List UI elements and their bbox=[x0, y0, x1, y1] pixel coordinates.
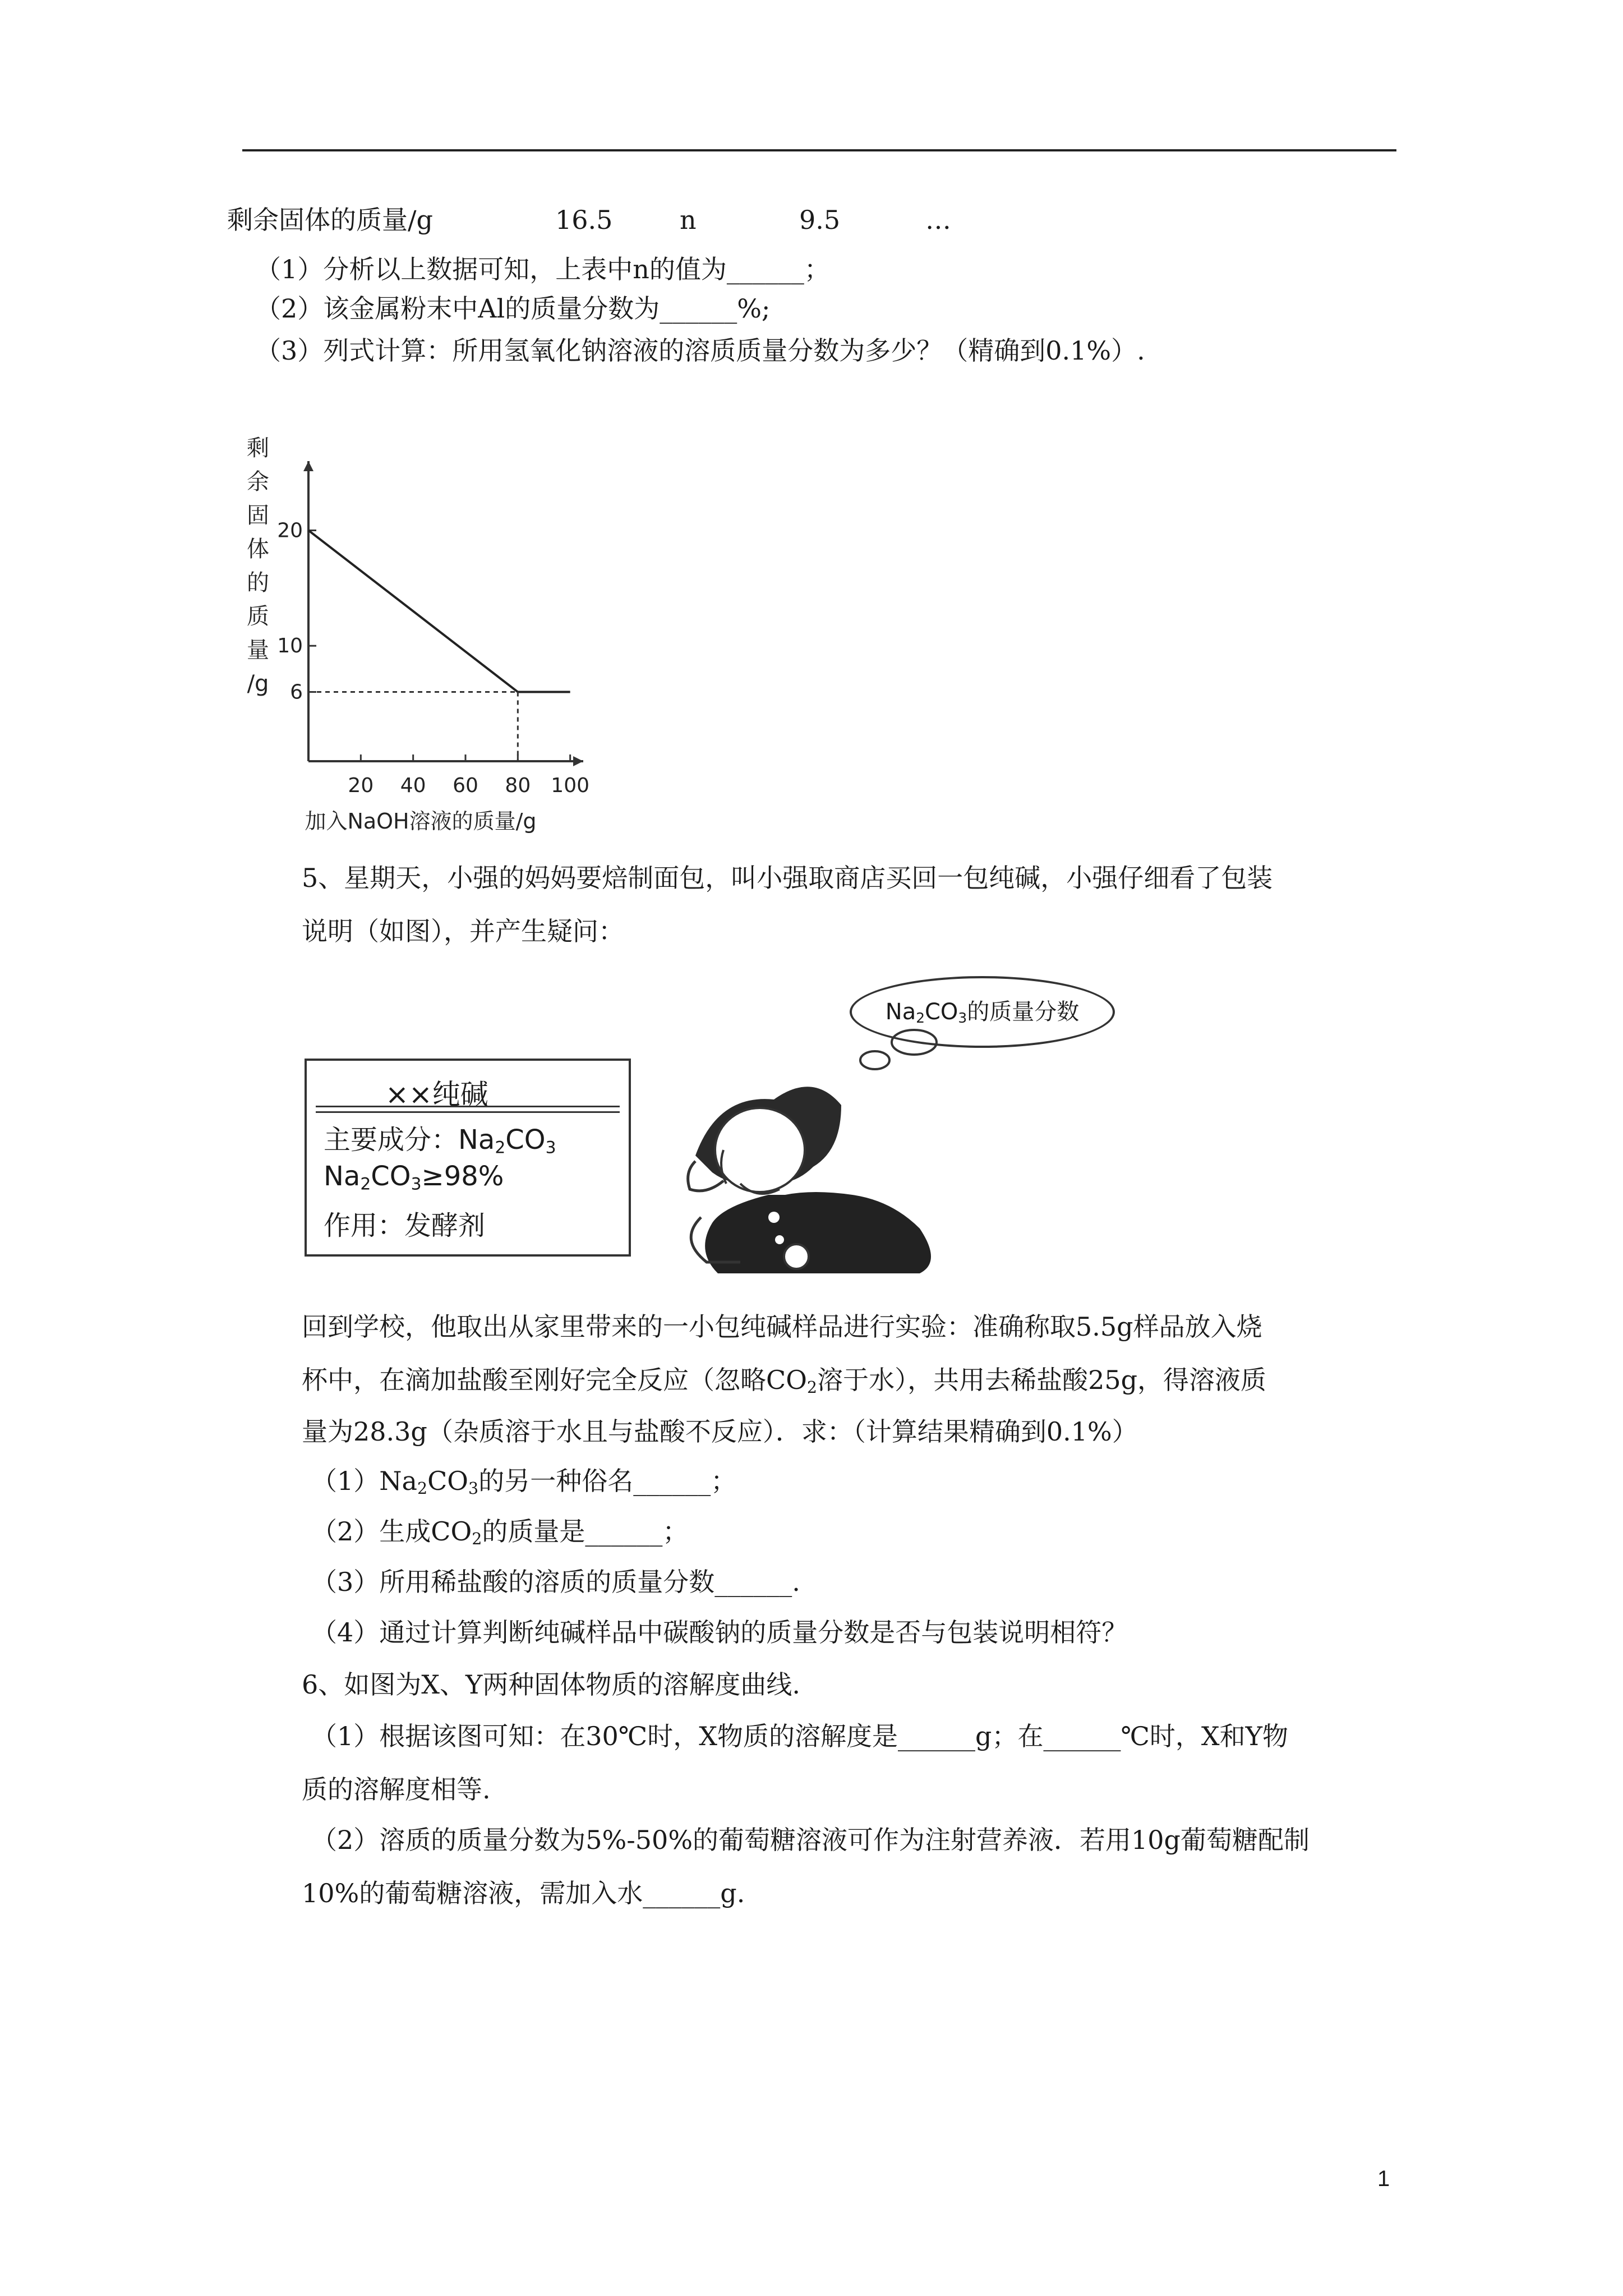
series-line bbox=[308, 530, 570, 692]
y-tick-label: 10 bbox=[277, 634, 303, 658]
q6-sub-1b: 质的溶解度相等. bbox=[302, 1774, 491, 1805]
y-tick-label: 20 bbox=[277, 519, 303, 542]
y-tick-label: 6 bbox=[290, 680, 303, 704]
q4-sub-2: （2）该金属粉末中Al的质量分数为______%; bbox=[255, 293, 771, 324]
q6-sub-1a: （1）根据该图可知：在30℃时，X物质的溶解度是______g；在______℃时，X和Y物 bbox=[311, 1721, 1289, 1751]
page-number: 1 bbox=[1377, 2166, 1390, 2191]
x-tick-label: 60 bbox=[453, 774, 478, 797]
y-axis-arrow bbox=[303, 461, 313, 471]
label-underline bbox=[316, 1106, 620, 1107]
label-usage: 作用：发酵剂 bbox=[324, 1210, 486, 1241]
x-tick-label: 100 bbox=[551, 774, 590, 797]
table-cell-3: 9.5 bbox=[799, 205, 841, 235]
table-cell-1: 16.5 bbox=[555, 205, 613, 235]
q5-para-3: 量为28.3g（杂质溶于水且与盐酸不反应）．求：（计算结果精确到0.1%） bbox=[302, 1416, 1138, 1447]
q5-sub-3: （3）所用稀盐酸的溶质的质量分数______. bbox=[311, 1567, 800, 1597]
x-axis-arrow bbox=[573, 756, 583, 766]
q6-sub-2b: 10%的葡萄糖溶液，需加入水______g. bbox=[302, 1878, 745, 1908]
label-underline-2 bbox=[316, 1111, 620, 1113]
solid-mass-chart bbox=[230, 416, 679, 843]
q4-sub-3: （3）列式计算：所用氢氧化钠溶液的溶质质量分数为多少？（精确到0.1%）. bbox=[255, 335, 1145, 366]
x-tick-label: 80 bbox=[505, 774, 531, 797]
y-axis-label-char: 剩 bbox=[247, 435, 269, 461]
table-cell-4: … bbox=[925, 205, 951, 235]
q5-intro-1: 5、星期天，小强的妈妈要焙制面包，叫小强取商店买回一包纯碱，小强仔细看了包装 bbox=[302, 863, 1273, 893]
x-tick-label: 40 bbox=[400, 774, 426, 797]
q6-intro: 6、如图为X、Y两种固体物质的溶解度曲线. bbox=[302, 1669, 801, 1700]
q5-para-2: 杯中，在滴加盐酸至刚好完全反应（忽略$CO_2$溶于水），共用去稀盐酸25g，得溶液质 bbox=[302, 1365, 1267, 1397]
y-axis-label-char: /g bbox=[247, 671, 269, 697]
label-purity: $Na_2CO_3\ge 98\%$ bbox=[324, 1161, 504, 1194]
y-axis-label-char: 质 bbox=[247, 604, 269, 629]
q5-sub-2: （2）生成$CO_2$的质量是______； bbox=[311, 1516, 689, 1549]
boy-illustration bbox=[628, 982, 1133, 1285]
x-axis-label: 加入NaOH溶液的质量/g bbox=[305, 809, 537, 834]
label-ingredient: 主要成分：$Na_2CO_3$ bbox=[324, 1124, 556, 1158]
x-tick-label: 20 bbox=[348, 774, 374, 797]
y-axis-label-char: 的 bbox=[247, 570, 269, 596]
q5-sub-1: $(1)Na_2CO_3$的另一种俗名______； bbox=[311, 1466, 737, 1498]
q5-intro-2: 说明（如图），并产生疑问： bbox=[302, 916, 624, 946]
header-rule bbox=[242, 149, 1396, 151]
table-row-label: 剩余固体的质量/g bbox=[227, 205, 433, 235]
label-title: ××纯碱 bbox=[385, 1078, 488, 1111]
y-axis-label-char: 余 bbox=[247, 469, 269, 495]
table-cell-2: n bbox=[680, 205, 697, 235]
y-axis-label-char: 体 bbox=[247, 536, 269, 562]
q5-sub-4: （4）通过计算判断纯碱样品中碳酸钠的质量分数是否与包装说明相符？ bbox=[311, 1617, 1128, 1648]
y-axis-label-char: 量 bbox=[247, 637, 269, 663]
package-label bbox=[305, 1059, 631, 1257]
y-axis-label-char: 固 bbox=[247, 503, 269, 528]
q4-sub-1: （1）分析以上数据可知，上表中n的值为______； bbox=[255, 254, 830, 284]
thought-bubble: $Na_2CO_3$的质量分数 bbox=[850, 976, 1115, 1048]
q5-para-1: 回到学校，他取出从家里带来的一小包纯碱样品进行实验：准确称取5.5g样品放入烧 bbox=[302, 1312, 1262, 1342]
q6-sub-2a: （2）溶质的质量分数为5%-50%的葡萄糖溶液可作为注射营养液．若用10g葡萄糖配制 bbox=[311, 1825, 1310, 1855]
